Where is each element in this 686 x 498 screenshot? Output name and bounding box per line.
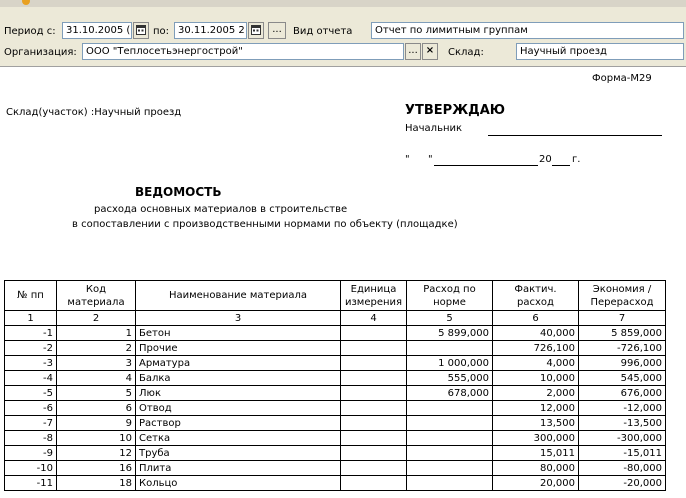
date-quote-open: " [405,154,410,165]
cell-norm: 5 899,000 [407,326,493,341]
cell-norm: 555,000 [407,371,493,386]
cell-unit [341,461,407,476]
warehouse-label: Склад: [448,47,484,58]
cell-code: 12 [57,446,136,461]
cell-code: 4 [57,371,136,386]
cell-unit [341,416,407,431]
cell-name: Люк [136,386,341,401]
period-row [0,22,686,42]
cell-name: Раствор [136,416,341,431]
cell-name: Арматура [136,356,341,371]
cell-unit [341,371,407,386]
cell-actual: 10,000 [493,371,579,386]
header-num-2: 2 [57,311,136,326]
cell-code: 3 [57,356,136,371]
header-unit: Единица измерения [341,281,407,311]
table-row [5,431,666,446]
table-row [5,401,666,416]
report-subtitle-1: расхода основных материалов в строительстве [94,204,348,215]
cell-diff: -726,100 [579,341,666,356]
cell-code: 1 [57,326,136,341]
app-icon [22,0,30,5]
cell-diff: -12,000 [579,401,666,416]
header-actual: Фактич. расход [493,281,579,311]
cell-actual: 20,000 [493,476,579,491]
signature-line [488,135,662,136]
cell-name: Отвод [136,401,341,416]
cell-diff: -80,000 [579,461,666,476]
approve-role: Начальник [405,123,463,134]
report-title: ВЕДОМОСТЬ [135,185,222,199]
cell-norm [407,401,493,416]
calendar-from-button[interactable] [133,22,149,39]
table-row [5,326,666,341]
cell-name: Прочие [136,341,341,356]
date-line [434,165,538,166]
cell-actual: 12,000 [493,401,579,416]
approve-title: УТВЕРЖДАЮ [405,103,506,118]
header-num-6: 6 [493,311,579,326]
header-number: № пп [5,281,57,311]
cell-name: Плита [136,461,341,476]
cell-actual: 2,000 [493,386,579,401]
cell-unit [341,431,407,446]
organization-select-button[interactable]: ... [405,43,421,60]
cell-code: 10 [57,431,136,446]
cell-code: 6 [57,401,136,416]
cell-diff: -20,000 [579,476,666,491]
cell-diff: 5 859,000 [579,326,666,341]
table-row [5,371,666,386]
cell-number: -11 [5,476,57,491]
cell-number: -4 [5,371,57,386]
table-row [5,476,666,491]
table-row [5,446,666,461]
date-quote-close: " [428,154,433,165]
cell-norm [407,416,493,431]
date-from-input[interactable]: 31.10.2005 ( [62,22,132,39]
cell-code: 9 [57,416,136,431]
period-select-button[interactable]: ... [268,22,286,39]
cell-number: -9 [5,446,57,461]
cell-norm [407,446,493,461]
year-line [552,165,570,166]
year-suffix: г. [572,154,581,165]
organization-label: Организация: [4,47,77,58]
window-titlebar [0,0,686,7]
calendar-to-button[interactable] [248,22,264,39]
cell-number: -3 [5,356,57,371]
cell-code: 16 [57,461,136,476]
table-row [5,386,666,401]
cell-number: -10 [5,461,57,476]
cell-actual: 13,500 [493,416,579,431]
cell-unit [341,326,407,341]
cell-code: 18 [57,476,136,491]
cell-unit [341,476,407,491]
cell-name: Бетон [136,326,341,341]
cell-actual: 15,011 [493,446,579,461]
cell-name: Труба [136,446,341,461]
organization-row [0,43,686,63]
header-num-7: 7 [579,311,666,326]
cell-norm [407,431,493,446]
header-num-1: 1 [5,311,57,326]
form-code: Форма-М29 [592,73,652,84]
materials-table [4,280,666,491]
cell-diff: -15,011 [579,446,666,461]
organization-clear-button[interactable]: × [422,43,438,60]
header-num-4: 4 [341,311,407,326]
cell-norm: 1 000,000 [407,356,493,371]
cell-name: Балка [136,371,341,386]
report-type-input[interactable]: Отчет по лимитным группам [371,22,684,39]
cell-actual: 726,100 [493,341,579,356]
cell-number: -1 [5,326,57,341]
cell-number: -2 [5,341,57,356]
cell-number: -5 [5,386,57,401]
cell-unit [341,401,407,416]
header-norm: Расход по норме [407,281,493,311]
header-code: Код материала [57,281,136,311]
cell-diff: -13,500 [579,416,666,431]
cell-actual: 80,000 [493,461,579,476]
year-prefix: 20 [539,154,552,165]
cell-actual: 300,000 [493,431,579,446]
cell-actual: 40,000 [493,326,579,341]
to-label: по: [153,26,170,37]
table-row [5,341,666,356]
cell-norm [407,341,493,356]
header-diff: Экономия / Перерасход [579,281,666,311]
cell-number: -8 [5,431,57,446]
header-num-3: 3 [136,311,341,326]
cell-code: 5 [57,386,136,401]
cell-name: Сетка [136,431,341,446]
cell-number: -6 [5,401,57,416]
cell-number: -7 [5,416,57,431]
cell-name: Кольцо [136,476,341,491]
report-subtitle-2: в сопоставлении с производственными нормами по объекту (площадке) [72,219,458,230]
table-row [5,416,666,431]
date-to-input[interactable]: 30.11.2005 2 [174,22,247,39]
cell-norm: 678,000 [407,386,493,401]
cell-code: 2 [57,341,136,356]
warehouse-line: Склад(участок) :Научный проезд [6,107,182,118]
cell-unit [341,341,407,356]
cell-diff: -300,000 [579,431,666,446]
cell-diff: 676,000 [579,386,666,401]
calendar-icon [136,25,146,35]
cell-norm [407,476,493,491]
cell-unit [341,356,407,371]
warehouse-input[interactable]: Научный проезд [516,43,684,60]
header-name: Наименование материала [136,281,341,311]
cell-diff: 545,000 [579,371,666,386]
calendar-icon [251,25,261,35]
cell-unit [341,446,407,461]
cell-diff: 996,000 [579,356,666,371]
cell-unit [341,386,407,401]
report-type-label: Вид отчета [293,26,353,37]
period-label: Период с: [4,26,56,37]
cell-actual: 4,000 [493,356,579,371]
table-row [5,356,666,371]
organization-input[interactable]: ООО "Теплосетьэнергострой" [82,43,404,60]
cell-norm [407,461,493,476]
report-document [0,66,686,498]
table-row [5,461,666,476]
header-num-5: 5 [407,311,493,326]
